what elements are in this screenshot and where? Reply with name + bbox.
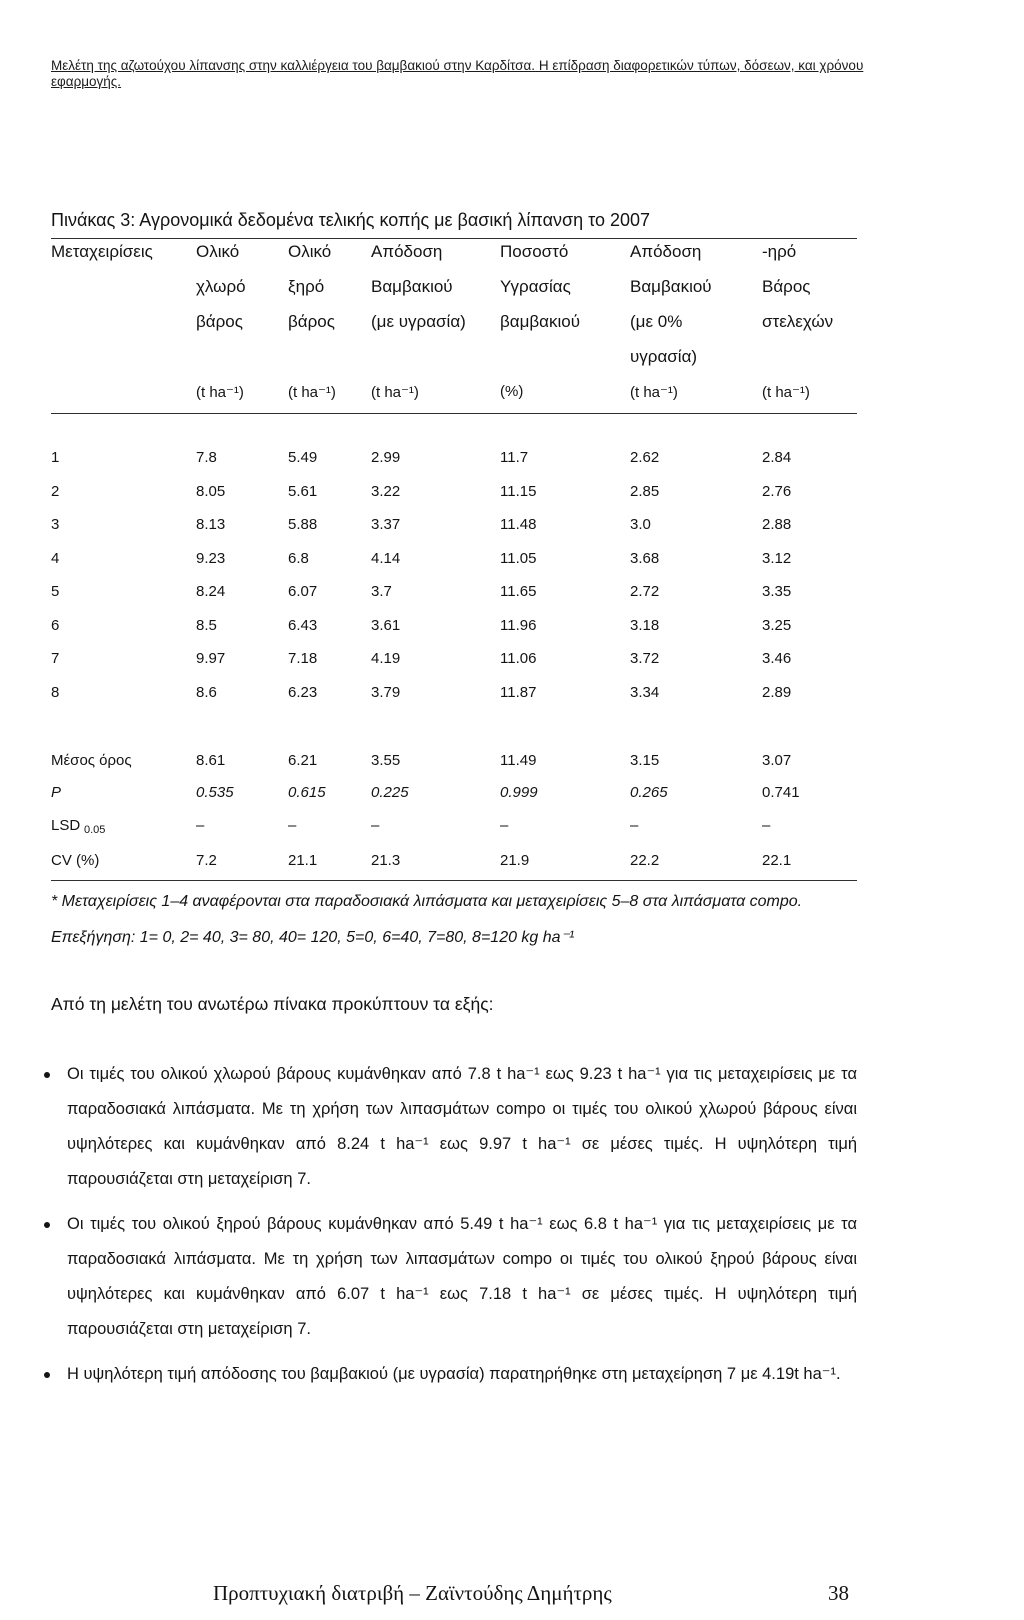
cell-value: 3.46 (762, 650, 792, 667)
cell-value: 11.87 (500, 683, 537, 701)
stats-value: 22.2 (630, 852, 660, 869)
cell-value: 11.65 (500, 583, 537, 600)
unit-stem-weight: (t ha⁻¹) (762, 384, 810, 401)
header-col-stem-weight (762, 241, 833, 346)
row-label: 2 (51, 482, 60, 500)
header-text: Ολικό (288, 242, 332, 261)
header-text: Υγρασίας (500, 277, 571, 296)
stats-row (51, 752, 871, 782)
cell-value: 2.62 (630, 449, 660, 466)
table-row (51, 583, 871, 613)
table-row (51, 650, 871, 680)
cell-value: 11.96 (500, 616, 537, 634)
header-text: βαμβακιού (500, 312, 581, 331)
stats-value: – (371, 817, 380, 834)
stats-value: 3.07 (762, 752, 792, 769)
cell-value: 3.7 (371, 583, 392, 600)
cell-value: 3.68 (630, 549, 660, 567)
cell-value: 6.43 (288, 616, 318, 634)
cell-value: 3.34 (630, 683, 660, 701)
stats-value: 0.265 (630, 784, 668, 801)
cell-value: 11.06 (500, 650, 537, 667)
header-text: Μεταχειρίσεις (51, 242, 153, 261)
stats-value: – (500, 817, 509, 834)
header-text: (με 0% (630, 312, 683, 331)
header-text: Βαμβακιού (630, 277, 712, 296)
stats-value: 0.615 (288, 784, 326, 801)
bullet-dot (44, 1072, 50, 1078)
table-header-rule (51, 413, 857, 414)
header-text: Ολικό (196, 242, 240, 261)
cell-value: 3.37 (371, 516, 401, 533)
header-text: Βαμβακιού (371, 277, 453, 296)
page-footer: Προπτυχιακή διατριβή – Ζαϊντούδης Δημήτρης (213, 1581, 612, 1605)
stats-value: 3.55 (371, 752, 401, 769)
stats-value: – (196, 817, 205, 834)
table-row (51, 449, 871, 479)
cell-value: 2.84 (762, 449, 792, 466)
stats-label: CV (%) (51, 852, 100, 869)
cell-value: 8.5 (196, 616, 217, 634)
cell-value: 4.14 (371, 549, 401, 567)
stats-value: – (762, 817, 771, 834)
table-title: Πινάκας 3: Αγρονομικά δεδομένα τελικής κοπής με βασική λίπανση το 2007 (51, 210, 651, 230)
header-text: Βάρος (762, 277, 811, 296)
bullet-dot (44, 1222, 50, 1228)
cell-value: 11.15 (500, 482, 537, 500)
header-text: Απόδοση (630, 242, 702, 261)
cell-value: 5.88 (288, 516, 318, 533)
bullet-text: Η υψηλότερη τιμή απόδοσης του βαμβακιού (με υγρασία) παρατηρήθηκε στη μεταχείρηση 7 με 4.19t ha⁻¹. (67, 1365, 841, 1383)
header-col-treatments (51, 241, 153, 276)
stats-value: 6.21 (288, 752, 318, 769)
bullet-item (51, 1057, 857, 1197)
unit-dry-weight: (t ha⁻¹) (288, 384, 336, 401)
bullet-item (51, 1207, 857, 1347)
cell-value: 2.89 (762, 683, 792, 701)
stats-value: 21.9 (500, 852, 530, 869)
header-col-yield-dry (630, 241, 712, 381)
cell-value: 2.99 (371, 449, 401, 466)
cell-value: 3.79 (371, 683, 401, 701)
cell-value: 7.18 (288, 650, 318, 667)
stats-label-subscript: 0.05 (84, 824, 106, 836)
cell-value: 5.61 (288, 482, 318, 500)
bullet-text: Οι τιμές του ολικού ξηρού βάρους κυμάνθηκαν από 5.49 t ha⁻¹ εως 6.8 t ha⁻¹ για τις μεταχειρίσεις με τα παραδοσιακά λιπάσματα. Με τη χρήση των λιπασμάτων compo οι τιμές του ολικού ξηρού βάρους είναι υψηλότερες και κυμάνθηκαν από 6.07 t ha⁻¹ εως 7.18 t ha⁻¹ σε μέσες τιμές. Η υψηλότερη τιμή παρουσιάζεται στη μεταχείριση 7. (67, 1215, 857, 1338)
page-number: 38 (828, 1581, 849, 1605)
stats-value: 0.741 (762, 784, 800, 801)
stats-value: 21.3 (371, 852, 401, 869)
cell-value: 2.88 (762, 516, 792, 533)
row-label: 7 (51, 650, 60, 667)
cell-value: 4.19 (371, 650, 401, 667)
cell-value: 6.23 (288, 683, 318, 701)
table-bottom-rule (51, 880, 857, 881)
stats-value: – (630, 817, 639, 834)
stats-value: 11.49 (500, 752, 537, 769)
header-text: ξηρό (288, 277, 325, 296)
stats-value: 3.15 (630, 752, 660, 769)
stats-value: – (288, 817, 297, 834)
header-text: Απόδοση (371, 242, 443, 261)
cell-value: 7.8 (196, 449, 217, 466)
header-col-moisture (500, 241, 580, 346)
bullet-dot (44, 1372, 50, 1378)
stats-label: Μέσος όρος (51, 752, 132, 769)
cell-value: 8.05 (196, 482, 226, 500)
cell-value: 9.23 (196, 549, 226, 567)
cell-value: 2.85 (630, 482, 660, 500)
stats-row (51, 817, 871, 847)
cell-value: 8.6 (196, 683, 217, 701)
row-label: 1 (51, 449, 60, 466)
cell-value: 8.13 (196, 516, 226, 533)
cell-value: 3.35 (762, 583, 792, 600)
cell-value: 2.76 (762, 482, 792, 500)
cell-value: 11.05 (500, 549, 537, 567)
row-label: 4 (51, 549, 60, 567)
cell-value: 3.25 (762, 616, 792, 634)
stats-label: P (51, 784, 62, 801)
header-text: χλωρό (196, 277, 246, 296)
cell-value: 3.72 (630, 650, 660, 667)
header-col-dry-weight (288, 241, 335, 346)
cell-value: 6.8 (288, 549, 309, 567)
row-label: 3 (51, 516, 60, 533)
stats-value: 0.535 (196, 784, 234, 801)
cell-value: 3.12 (762, 549, 792, 567)
cell-value: 3.61 (371, 616, 401, 634)
header-text: (με υγρασία) (371, 312, 466, 331)
stats-value: 22.1 (762, 852, 792, 869)
stats-row (51, 852, 871, 882)
cell-value: 6.07 (288, 583, 318, 600)
table-row (51, 483, 871, 513)
table-row (51, 684, 871, 714)
cell-value: 9.97 (196, 650, 226, 667)
stats-value: 8.61 (196, 752, 226, 769)
header-text: Ποσοστό (500, 242, 569, 261)
stats-value: 21.1 (288, 852, 318, 869)
unit-moisture: (%) (500, 383, 524, 400)
header-text: υγρασία) (630, 347, 698, 366)
table-footnote: * Μεταχειρίσεις 1–4 αναφέρονται στα παραδοσιακά λιπάσματα και μεταχειρίσεις 5–8 στα λιπάσματα compo. Επεξήγηση: 1= 0, 2= 40, 3= 80, 40= 120, 5=0, 6=40, 7=80, 8=120 kg ha⁻¹ (51, 893, 803, 946)
header-text: -ηρό (762, 242, 797, 261)
intro-paragraph: Από τη μελέτη του ανωτέρω πίνακα προκύπτουν τα εξής: (51, 994, 494, 1014)
unit-yield-dry: (t ha⁻¹) (630, 384, 678, 401)
table-row (51, 617, 871, 647)
header-text: βάρος (288, 312, 335, 331)
table-row (51, 550, 871, 580)
table-top-rule (51, 238, 857, 239)
stats-value: 0.225 (371, 784, 409, 801)
stats-label: LSD (51, 817, 81, 834)
unit-yield-moist: (t ha⁻¹) (371, 384, 419, 401)
bullet-text: Οι τιμές του ολικού χλωρού βάρους κυμάνθηκαν από 7.8 t ha⁻¹ εως 9.23 t ha⁻¹ για τις μεταχειρίσεις με τα παραδοσιακά λιπάσματα. Με τη χρήση των λιπασμάτων compo οι τιμές του ολικού χλωρού βάρους είναι υψηλότερες και κυμάνθηκαν από 8.24 t ha⁻¹ εως 9.97 t ha⁻¹ σε μέσες τιμές. Η υψηλότερη τιμή παρουσιάζεται στη μεταχείριση 7. (67, 1065, 857, 1188)
cell-value: 3.0 (630, 516, 651, 533)
row-label: 5 (51, 583, 60, 600)
row-label: 8 (51, 683, 60, 701)
stats-value: 0.999 (500, 784, 538, 801)
unit-fresh-weight: (t ha⁻¹) (196, 384, 244, 401)
row-label: 6 (51, 616, 60, 634)
cell-value: 5.49 (288, 449, 318, 466)
header-col-yield-moist (371, 241, 466, 346)
header-text: βάρος (196, 312, 243, 331)
stats-row (51, 784, 871, 814)
cell-value: 11.7 (500, 449, 529, 466)
stats-value: 7.2 (196, 852, 217, 869)
cell-value: 11.48 (500, 516, 537, 533)
header-text: στελεχών (762, 312, 834, 331)
cell-value: 3.18 (630, 616, 660, 634)
running-header: Μελέτη της αζωτούχου λίπανσης στην καλλιέργεια του βαμβακιού στην Καρδίτσα. Η επίδραση διαφορετικών τύπων, δόσεων, και χρόνου εφαρμογής. (51, 58, 864, 89)
cell-value: 2.72 (630, 583, 660, 600)
cell-value: 8.24 (196, 583, 226, 600)
cell-value: 3.22 (371, 482, 401, 500)
bullet-item (51, 1357, 857, 1392)
header-col-fresh-weight (196, 241, 246, 346)
table-row (51, 516, 871, 546)
